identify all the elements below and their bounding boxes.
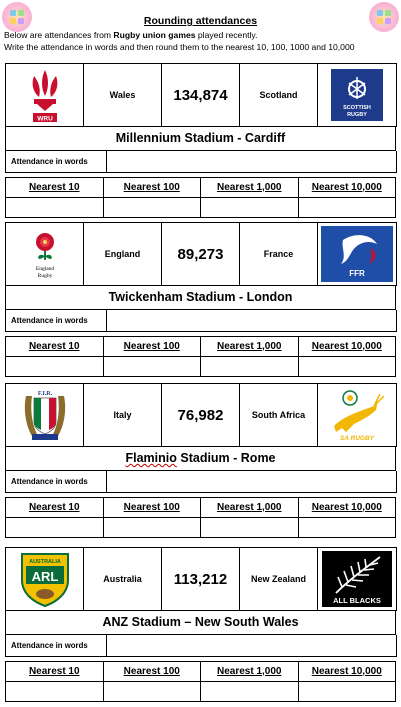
stadium-name: Flaminio Stadium - Rome — [5, 447, 396, 471]
svg-text:Rugby: Rugby — [37, 273, 52, 279]
nearest-100-header: Nearest 100 — [103, 336, 201, 356]
intro-line-1: Below are attendances from Rugby union games played recently. — [4, 30, 258, 40]
svg-text:SA RUGBY: SA RUGBY — [339, 435, 375, 442]
attendance-in-words-answer[interactable] — [107, 635, 397, 656]
stadium-name: ANZ Stadium – New South Wales — [5, 611, 396, 635]
home-team: Italy — [84, 384, 162, 447]
wru-feathers-icon — [6, 64, 84, 127]
nearest-1000-answer[interactable] — [201, 517, 299, 537]
nearest-10000-answer[interactable] — [298, 681, 396, 701]
stadium-name: Twickenham Stadium - London — [5, 286, 396, 310]
attendance-in-words-answer[interactable] — [107, 471, 397, 492]
nearest-10000-header: Nearest 10,000 — [298, 661, 396, 681]
game-block-italy-south-africa — [5, 383, 396, 538]
nearest-100-answer[interactable] — [103, 356, 201, 376]
svg-text:FFR: FFR — [349, 269, 365, 278]
svg-text:ARL: ARL — [31, 569, 58, 584]
nearest-100-answer[interactable] — [103, 517, 201, 537]
attendance-value: 76,982 — [162, 384, 240, 447]
stadium-name: Millennium Stadium - Cardiff — [5, 127, 396, 151]
nearest-100-header: Nearest 100 — [103, 177, 201, 197]
attendance-in-words-label: Attendance in words — [6, 635, 107, 656]
svg-text:WRU: WRU — [36, 115, 53, 123]
nearest-10000-header: Nearest 10,000 — [298, 336, 396, 356]
attendance-in-words-answer[interactable] — [107, 310, 397, 331]
nearest-10-header: Nearest 10 — [6, 336, 104, 356]
away-team: Scotland — [240, 64, 318, 127]
scottish-rugby-thistle-icon — [318, 64, 397, 127]
nearest-10-header: Nearest 10 — [6, 497, 104, 517]
away-team: South Africa — [240, 384, 318, 447]
attendance-value: 113,212 — [162, 548, 240, 611]
nearest-10000-answer[interactable] — [298, 517, 396, 537]
attendance-in-words-label: Attendance in words — [6, 471, 107, 492]
springbok-icon — [318, 384, 397, 447]
attendance-in-words-answer[interactable] — [107, 151, 397, 172]
nearest-1000-header: Nearest 1,000 — [201, 177, 299, 197]
svg-text:England: England — [35, 266, 54, 272]
nearest-1000-header: Nearest 1,000 — [201, 497, 299, 517]
nearest-100-header: Nearest 100 — [103, 497, 201, 517]
home-team: Wales — [84, 64, 162, 127]
away-team: New Zealand — [240, 548, 318, 611]
intro-line-2: Write the attendance in words and then round them to the nearest 10, 100, 1000 and 10,000 — [4, 42, 355, 52]
attendance-value: 89,273 — [162, 223, 240, 286]
nearest-1000-answer[interactable] — [201, 197, 299, 217]
attendance-value: 134,874 — [162, 64, 240, 127]
ffr-rooster-icon — [318, 223, 397, 286]
svg-text:AUSTRALIA: AUSTRALIA — [28, 559, 61, 565]
fir-italy-shield-icon — [6, 384, 84, 447]
svg-text:RUGBY: RUGBY — [347, 112, 367, 118]
nearest-10-header: Nearest 10 — [6, 177, 104, 197]
game-block-australia-new-zealand — [5, 547, 396, 702]
attendance-in-words-label: Attendance in words — [6, 310, 107, 331]
arl-shield-icon — [6, 548, 84, 611]
nearest-10000-header: Nearest 10,000 — [298, 177, 396, 197]
worksheet-title: Rounding attendances — [143, 15, 258, 27]
away-team: France — [240, 223, 318, 286]
england-rugby-rose-icon — [6, 223, 84, 286]
nearest-100-answer[interactable] — [103, 197, 201, 217]
nearest-10-header: Nearest 10 — [6, 661, 104, 681]
all-blacks-fern-icon — [318, 548, 397, 611]
nearest-1000-header: Nearest 1,000 — [201, 661, 299, 681]
svg-text:F.I.R.: F.I.R. — [37, 391, 52, 397]
nearest-1000-answer[interactable] — [201, 356, 299, 376]
svg-text:SCOTTISH: SCOTTISH — [343, 105, 371, 111]
game-block-wales-scotland — [5, 63, 396, 218]
nearest-10-answer[interactable] — [6, 517, 104, 537]
nearest-100-header: Nearest 100 — [103, 661, 201, 681]
nearest-10-answer[interactable] — [6, 681, 104, 701]
nearest-10000-answer[interactable] — [298, 356, 396, 376]
nearest-10000-answer[interactable] — [298, 197, 396, 217]
attendance-in-words-label: Attendance in words — [6, 151, 107, 172]
nearest-100-answer[interactable] — [103, 681, 201, 701]
home-team: Australia — [84, 548, 162, 611]
nearest-10-answer[interactable] — [6, 197, 104, 217]
nearest-1000-answer[interactable] — [201, 681, 299, 701]
nearest-1000-header: Nearest 1,000 — [201, 336, 299, 356]
svg-text:ALL BLACKS: ALL BLACKS — [333, 596, 381, 605]
nearest-10-answer[interactable] — [6, 356, 104, 376]
game-block-england-france — [5, 222, 396, 377]
home-team: England — [84, 223, 162, 286]
nearest-10000-header: Nearest 10,000 — [298, 497, 396, 517]
